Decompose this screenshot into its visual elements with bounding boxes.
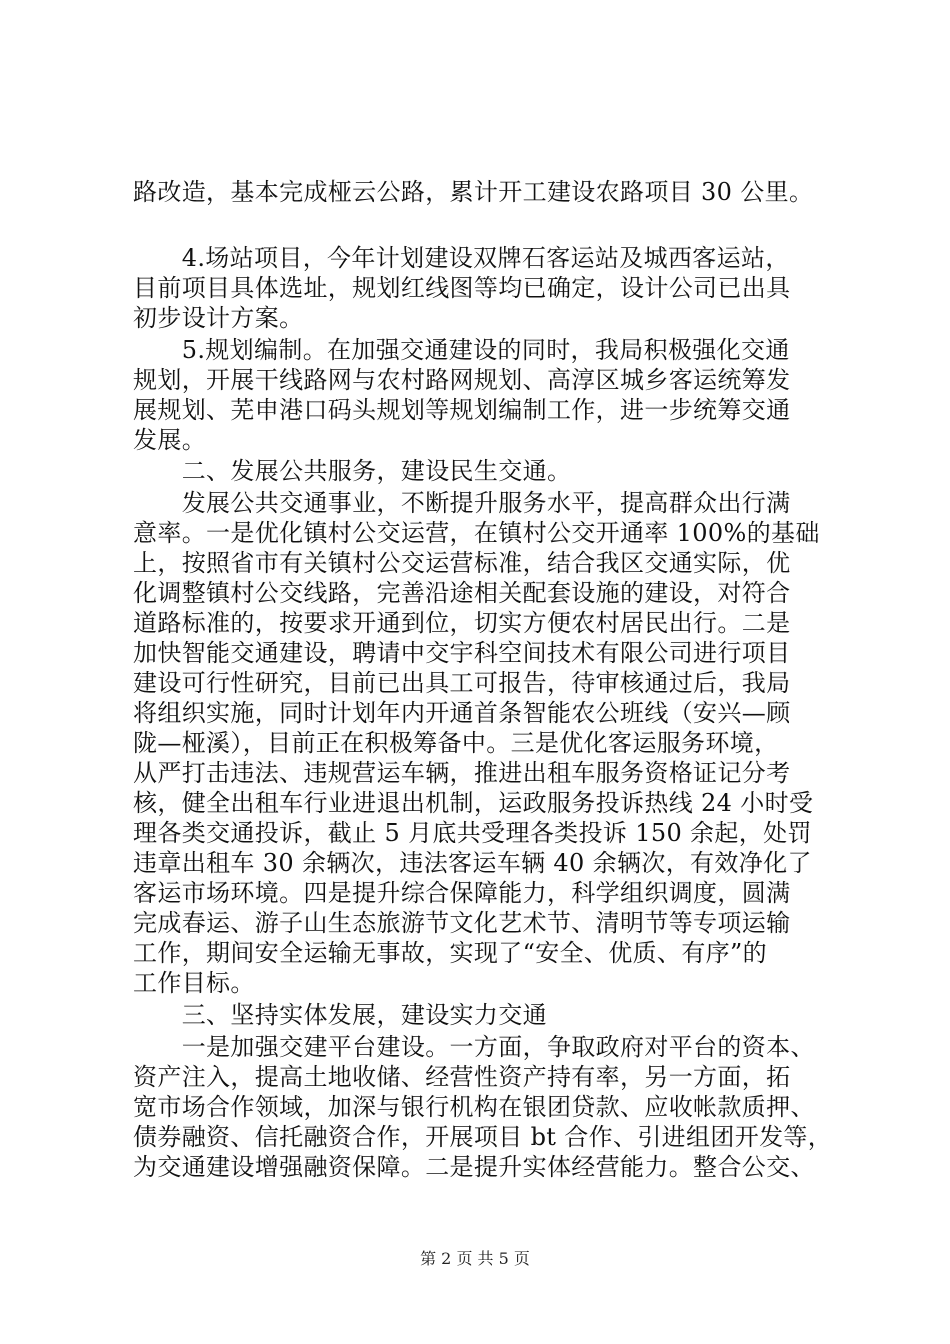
text-line: 为交通建设增强融资保障。二是提升实体经营能力。整合公交、 [133, 1153, 815, 1181]
text-line: 违章出租车 30 余辆次，违法客运车辆 40 余辆次，有效净化了 [133, 849, 812, 877]
text-line: 核，健全出租车行业进退出机制，运政服务投诉热线 24 小时受 [133, 789, 814, 817]
text-line: 建设可行性研究，目前已出具工可报告，待审核通过后，我局 [133, 669, 791, 697]
section-heading: 三、坚持实体发展，建设实力交通 [133, 1001, 547, 1029]
text-line: 发展。 [133, 426, 207, 454]
text-line: 上，按照省市有关镇村公交运营标准，结合我区交通实际，优 [133, 549, 791, 577]
text-line: 理各类交通投诉，截止 5 月底共受理各类投诉 150 余起，处罚 [133, 819, 812, 847]
text-line: 意率。一是优化镇村公交运营，在镇村公交开通率 100%的基础 [133, 519, 820, 547]
text-line: 展规划、芜申港口码头规划等规划编制工作，进一步统筹交通 [133, 396, 791, 424]
text-line: 工作，期间安全运输无事故，实现了“安全、优质、有序”的 [133, 939, 767, 967]
text-line: 完成春运、游子山生态旅游节文化艺术节、清明节等专项运输 [133, 909, 791, 937]
text-line: 将组织实施，同时计划年内开通首条智能农公班线（安兴—顾 [133, 699, 791, 727]
text-line: 一是加强交建平台建设。一方面，争取政府对平台的资本、 [133, 1033, 815, 1061]
text-line: 从严打击违法、违规营运车辆，推进出租车服务资格证记分考 [133, 759, 791, 787]
text-line: 道路标准的，按要求开通到位，切实方便农村居民出行。二是 [133, 609, 791, 637]
page-number-footer: 第 2 页 共 5 页 [420, 1249, 530, 1268]
text-line: 陇—桠溪），目前正在积极筹备中。三是优化客运服务环境， [133, 729, 779, 757]
text-line: 规划，开展干线路网与农村路网规划、高淳区城乡客运统筹发 [133, 366, 791, 394]
text-line: 客运市场环境。四是提升综合保障能力，科学组织调度，圆满 [133, 879, 791, 907]
text-line: 目前项目具体选址，规划红线图等均已确定，设计公司已出具 [133, 274, 791, 302]
text-line: 宽市场合作领域，加深与银行机构在银团贷款、应收帐款质押、 [133, 1093, 815, 1121]
text-line: 加快智能交通建设，聘请中交宇科空间技术有限公司进行项目 [133, 639, 791, 667]
text-line: 初步设计方案。 [133, 304, 304, 332]
text-line: 4.场站项目，今年计划建设双牌石客运站及城西客运站， [133, 244, 790, 272]
text-line: 5.规划编制。在加强交通建设的同时，我局积极强化交通 [133, 336, 790, 364]
text-line: 路改造，基本完成桠云公路，累计开工建设农路项目 30 公里。 [133, 178, 814, 206]
text-line: 工作目标。 [133, 969, 255, 997]
text-line: 资产注入，提高土地收储、经营性资产持有率，另一方面，拓 [133, 1063, 791, 1091]
text-line: 发展公共交通事业，不断提升服务水平，提高群众出行满 [133, 489, 791, 517]
section-heading: 二、发展公共服务，建设民生交通。 [133, 457, 572, 485]
text-line: 债券融资、信托融资合作，开展项目 bt 合作、引进组团开发等， [133, 1123, 833, 1151]
text-line: 化调整镇村公交线路，完善沿途相关配套设施的建设，对符合 [133, 579, 791, 607]
